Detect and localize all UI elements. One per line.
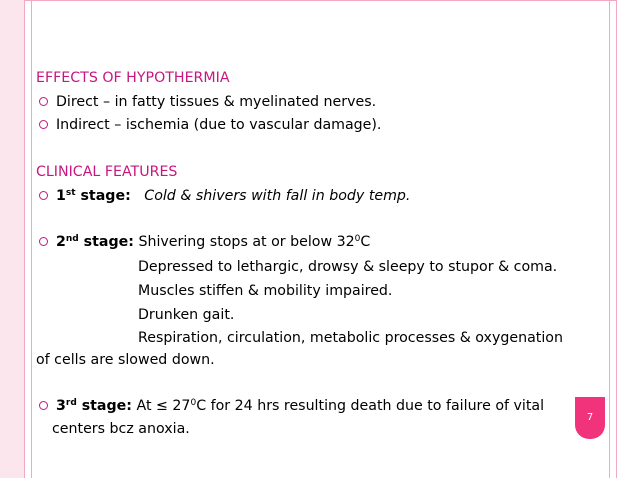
stage-1-label: 1st stage: — [56, 188, 131, 204]
stage-2-text: Shivering stops at or below $32^0C$ — [138, 234, 371, 250]
list-item — [36, 94, 376, 111]
stage-2-line: Muscles stiffen & mobility impaired. — [138, 283, 393, 299]
effect-indirect: Indirect – ischemia (due to vascular damage). — [56, 117, 382, 133]
bullet-icon — [39, 120, 48, 129]
bullet-icon — [39, 237, 48, 246]
stage-2-item — [36, 234, 370, 251]
list-item — [36, 117, 381, 134]
left-rule-line — [24, 0, 25, 478]
effect-direct: Direct – in fatty tissues & myelinated nerves. — [56, 94, 377, 110]
stage-1-text: Cold & shivers with fall in body temp. — [144, 188, 411, 204]
effects-heading: EFFECTS OF HYPOTHERMIA — [36, 70, 230, 86]
stage-2-line: Drunken gait. — [138, 307, 235, 323]
stage-3-label: 3rd stage: — [56, 398, 132, 414]
stage-2-continuation: of cells are slowed down. — [36, 352, 215, 368]
clinical-heading: CLINICAL FEATURES — [36, 164, 178, 180]
stage-2-line: Respiration, circulation, metabolic processes & oxygenation — [138, 330, 563, 346]
stage-3-continuation: centers bcz anoxia. — [52, 421, 190, 437]
page-number-badge: 7 — [575, 397, 605, 439]
stage-2-label: 2nd stage: — [56, 234, 134, 250]
stage-2-line: Depressed to lethargic, drowsy & sleepy to stupor & coma. — [138, 259, 558, 275]
stage-1-item — [36, 188, 410, 205]
stage-3-text: $At \le 27^0C$ for 24 hrs resulting death due to failure of vital — [136, 398, 545, 414]
left-border-band — [0, 0, 24, 478]
bullet-icon — [39, 97, 48, 106]
left-rule-line-inner — [31, 0, 32, 478]
top-rule-line — [24, 0, 617, 1]
right-rule-line — [609, 0, 610, 478]
bullet-icon — [39, 191, 48, 200]
bullet-icon — [39, 401, 48, 410]
stage-3-item — [36, 398, 544, 415]
right-rule-line-outer — [616, 0, 617, 478]
